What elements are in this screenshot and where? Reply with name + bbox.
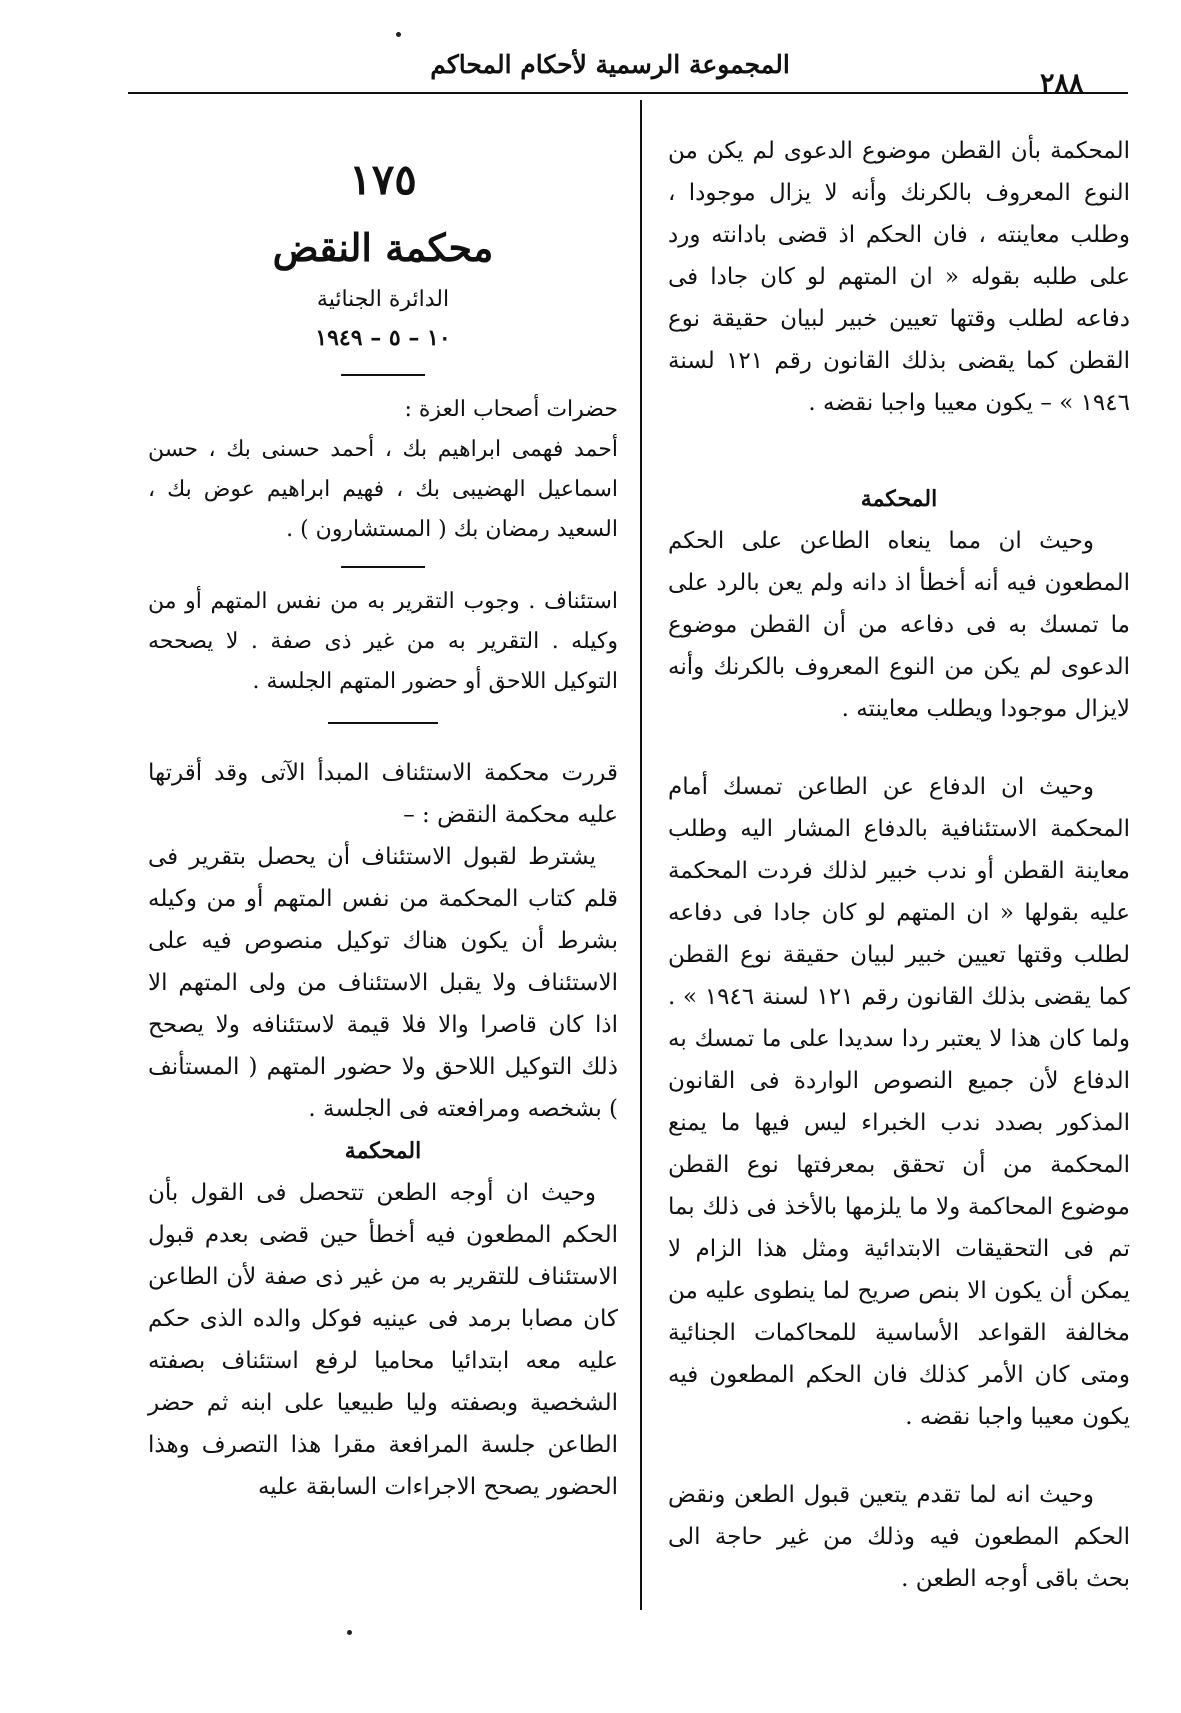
header-rule <box>128 92 1128 94</box>
legal-principle: يشترط لقبول الاستئناف أن يحصل بتقرير فى قلم كتاب المحكمة من نفس المتهم أو من وكيله بشرط أن يكون هناك توكيل منصوص فيه على الاستئناف ولا يقبل الاستئناف من ولى المتهم الا اذا كان قاصرا والا فلا قيمة لاستئنافه ولا يصحح ذلك التوكيل اللاحق ولا حضور المتهم ( المستأنف ) بشخصه ومرافعته فى الجلسة . <box>148 844 619 1122</box>
judgment-paragraph: وحيث ان الدفاع عن الطاعن تمسك أمام المحكمة الاستئنافية بالدفاع المشار اليه وطلب معاينة القطن أو ندب خبير لذلك فردت المحكمة عليه بقولها « ان المتهم لو كان جادا فى دفاعه لطلب وقتها تعيين خبير لبيان حقيقة نوع القطن كما يقضى بذلك القانون رقم ١٢١ لسنة ١٩٤٦ » . ولما كان هذا لا يعتبر ردا سديدا على ما تمسك به الدفاع لأن جميع النصوص الواردة فى القانون المذكور بصدد ندب الخبراء ليس فيها ما يمنع المحكمة من أن تحقق بمعرفتها نوع القطن موضوع المحاكمة ولا ما يلزمها بالأخذ فى ذلك بما تم فى التحقيقات الابتدائية ومثل هذا الزام لا يمكن أن يكون الا بنص صريح لما ينطوى عليه من مخالفة القواعد الأساسية للمحاكمات الجنائية ومتى كان الأمر كذلك فان الحكم المطعون فيه يكون معيبا واجبا نقضه . <box>668 774 1130 1430</box>
case-number: ١٧٥ <box>349 155 417 204</box>
principle-lead: قررت محكمة الاستئناف المبدأ الآتى وقد أقرتها عليه محكمة النقض : – <box>148 760 618 828</box>
right-column <box>668 130 1130 1630</box>
column-divider <box>640 100 642 1610</box>
reasoning-paragraph: وحيث ان أوجه الطعن تتحصل فى القول بأن الحكم المطعون فيه أخطأ حين قضى بعدم قبول الاستئناف للتقرير به من غير ذى صفة لأن الطاعن كان مصابا برمد فى عينيه فوكل والده الذى حكم عليه معه ابتدائيا محاميا لرفع استئناف بصفته الشخصية وبصفته وليا طبيعيا على ابنه ثم حضر الطاعن جلسة المرافعة مقرا هذا التصرف وهذا الحضور يصحح الاجراءات السابقة عليه <box>148 1180 618 1500</box>
page-number: ٢٨٨ <box>1040 68 1084 99</box>
court-section-heading: المحكمة <box>344 1138 422 1164</box>
print-speck <box>347 1630 352 1635</box>
divider <box>341 374 425 376</box>
court-name: محكمة النقض <box>272 225 494 270</box>
court-section-heading: المحكمة <box>860 486 938 512</box>
bench-intro: حضرات أصحاب العزة : <box>404 397 618 422</box>
judgment-paragraph: وحيث ان مما ينعاه الطاعن على الحكم المطعون فيه أنه أخطأ اذ دانه ولم يعن بالرد على ما تمسك به فى دفاعه من أن القطن موضوع الدعوى لم يكن من النوع المعروف بالكرنك وأنه لايزال موجودا ويطلب معاينته . <box>668 528 1130 722</box>
judgment-paragraph: وحيث انه لما تقدم يتعين قبول الطعن ونقض الحكم المطعون فيه وذلك من غير حاجة الى بحث باقى أوجه الطعن . <box>668 1482 1130 1592</box>
divider <box>328 722 438 724</box>
left-column <box>148 150 618 1508</box>
print-speck <box>396 32 401 37</box>
circuit-name: الدائرة الجنائية <box>316 287 450 312</box>
continued-paragraph: المحكمة بأن القطن موضوع الدعوى لم يكن من النوع المعروف بالكرنك وأنه لا يزال موجودا ، وطلب معاينته ، فان الحكم اذ قضى بادانته ورد على طلبه بقوله « ان المتهم لو كان جادا فى دفاعه لطلب وقتها تعيين خبير لبيان حقيقة نوع القطن كما يقضى بذلك القانون رقم ١٢١ لسنة ١٩٤٦ » – يكون معيبا واجبا نقضه . <box>668 138 1130 416</box>
case-summary: استئناف . وجوب التقرير به من نفس المتهم أو من وكيله . التقرير به من غير ذى صفة . لا يصححه التوكيل اللاحق أو حضور المتهم الجلسة . <box>148 589 618 694</box>
divider <box>341 566 425 568</box>
running-header-title: المجموعة الرسمية لأحكام المحاكم <box>430 50 790 79</box>
bench-names: أحمد فهمى ابراهيم بك ، أحمد حسنى بك ، حسن اسماعيل الهضيبى بك ، فهيم ابراهيم عوض بك ، السعيد رمضان بك ( المستشارون ) . <box>148 437 618 542</box>
case-date: ١٠ – ٥ – ١٩٤٩ <box>315 325 451 351</box>
